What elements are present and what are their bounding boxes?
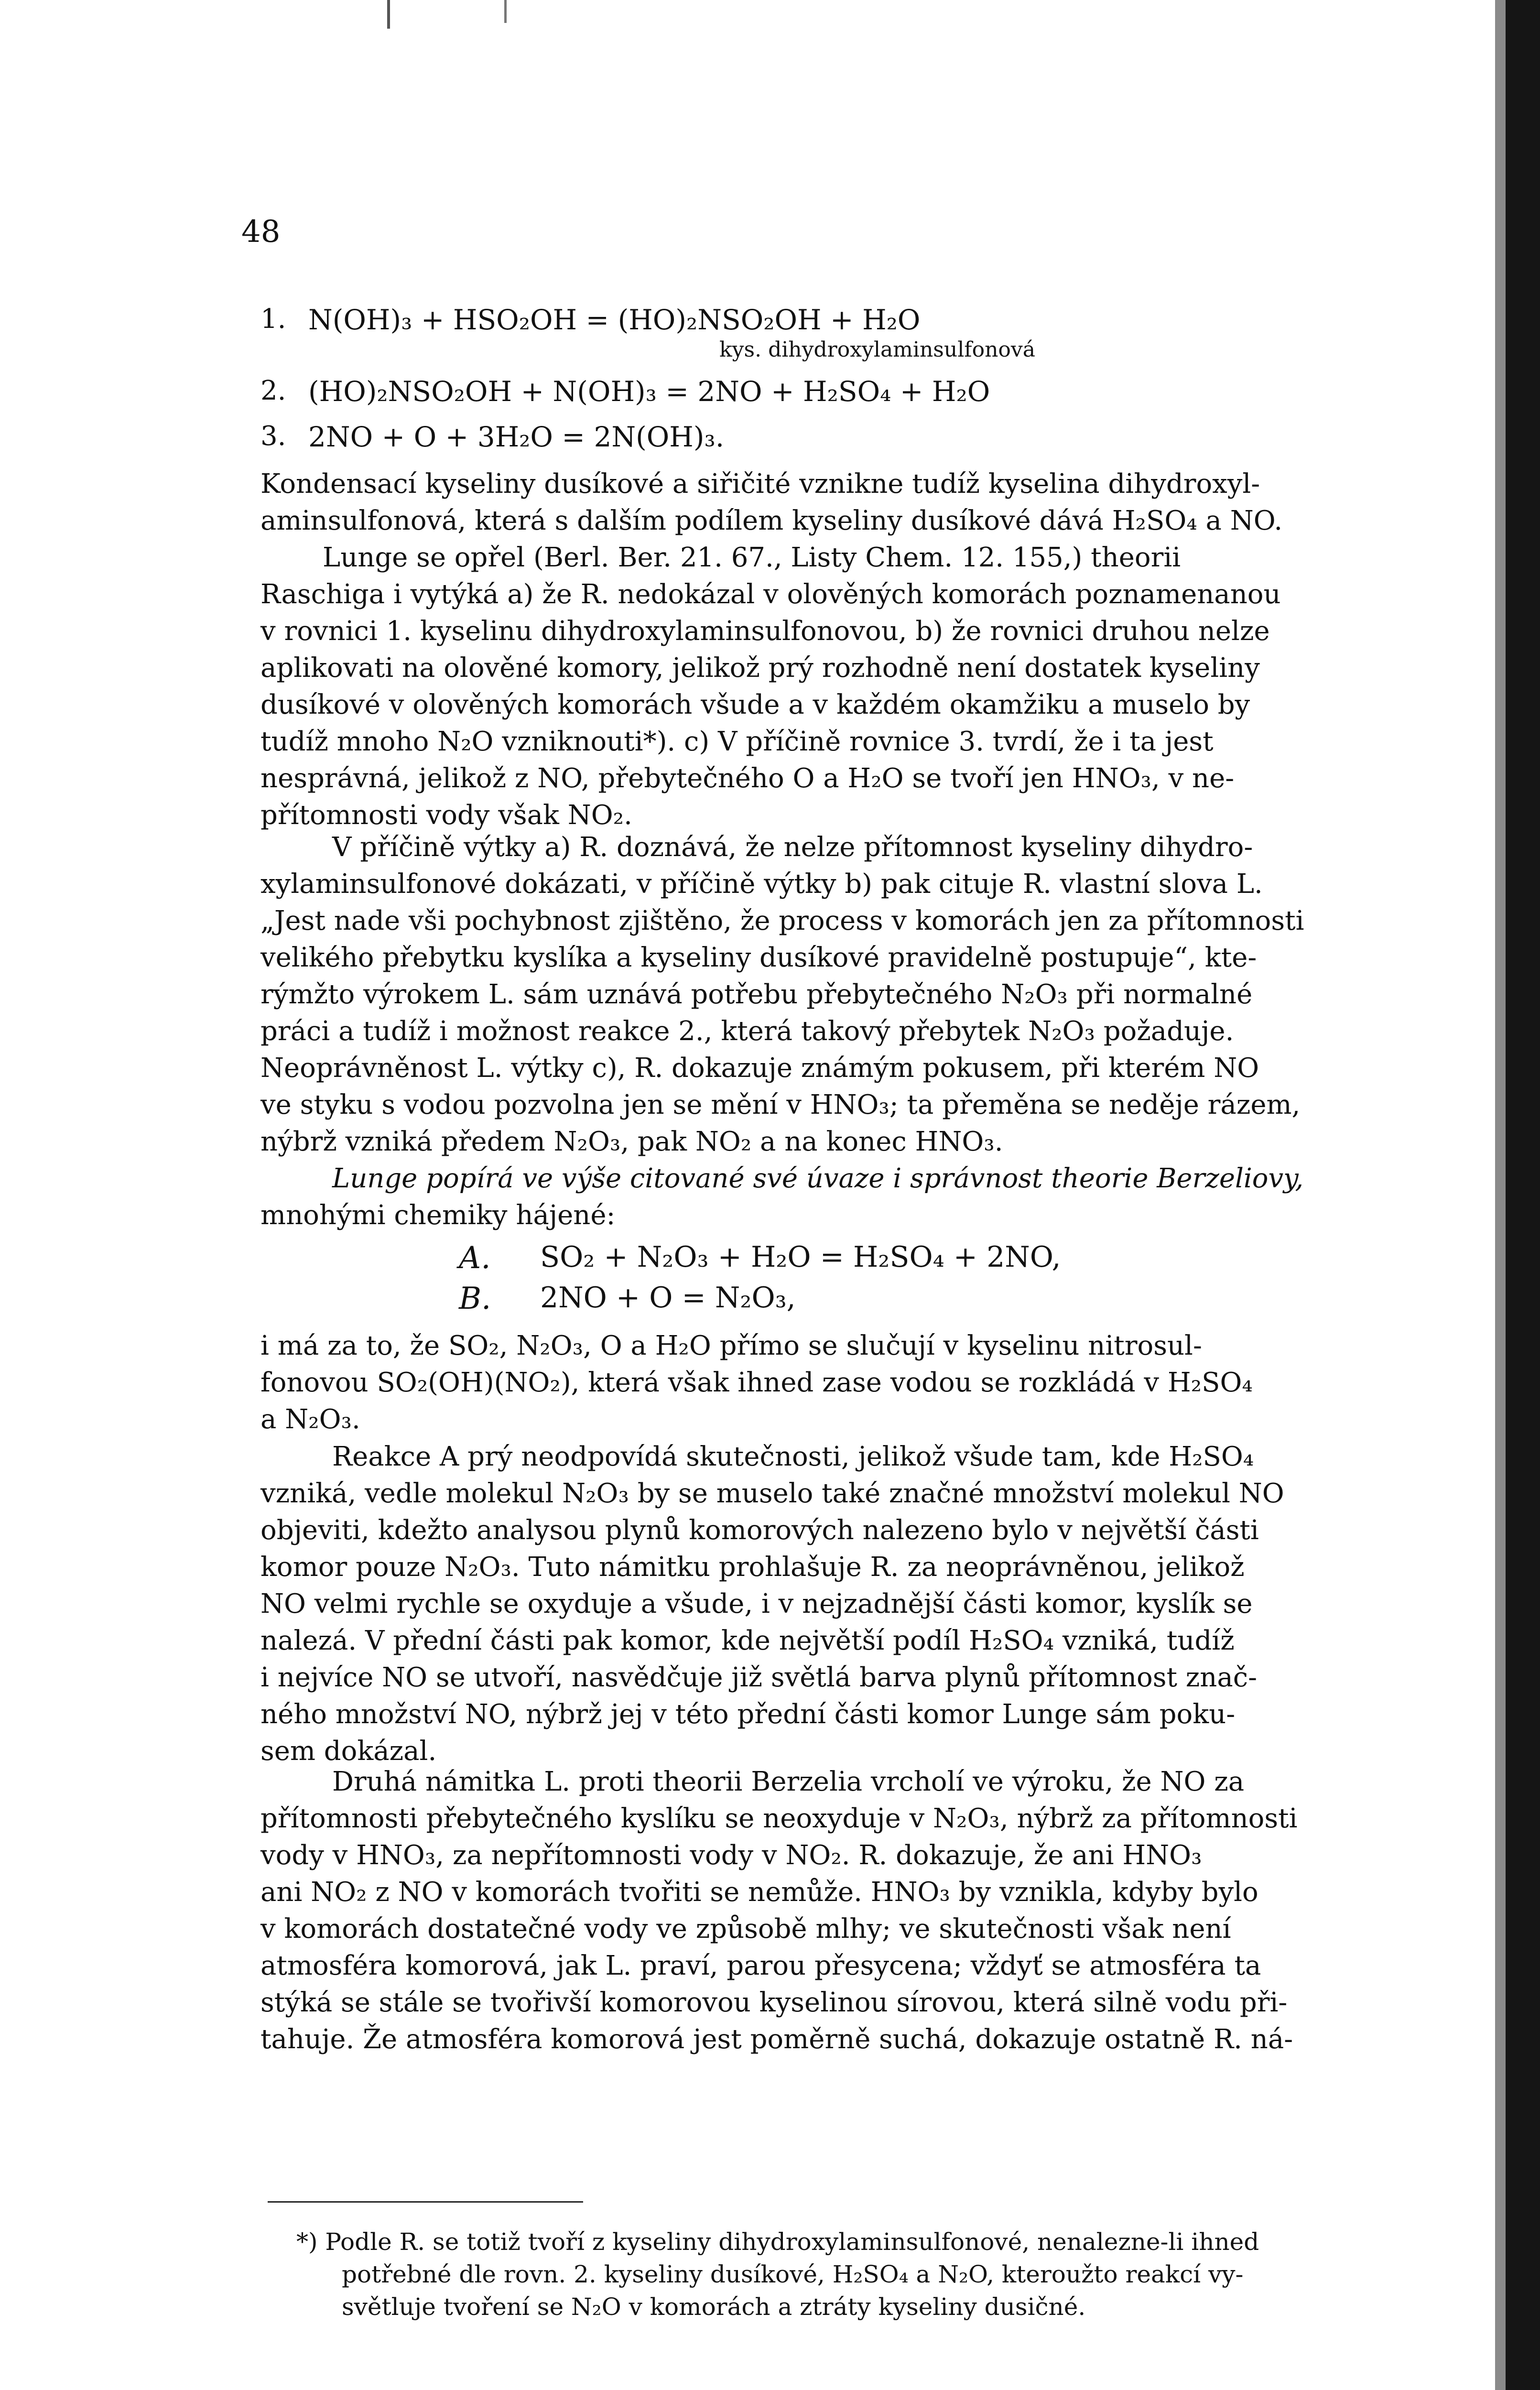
reaction-number: 1.: [260, 304, 286, 335]
text-line: atmosféra komorová, jak L. praví, parou přesycena; vždyť se atmosféra ta: [260, 1950, 1261, 1981]
scan-mark-top: [387, 0, 390, 29]
text-line: Druhá námitka L. proti theorii Berzelia vrcholí ve výroku, že NO za: [332, 1766, 1245, 1797]
text-line: tudíž mnoho N₂O vzniknouti*). c) V příčině rovnice 3. tvrdí, že i ta jest: [260, 726, 1214, 757]
text-line: stýká se stále se tvořivší komorovou kyselinou sírovou, která silně vodu při-: [260, 1987, 1288, 2018]
text-line: Reakce A prý neodpovídá skutečnosti, jelikož všude tam, kde H₂SO₄: [332, 1441, 1254, 1472]
text-line: Neoprávněnost L. výtky c), R. dokazuje známým pokusem, při kterém NO: [260, 1053, 1259, 1084]
reaction-number: 2.: [260, 375, 286, 406]
text-line: ve styku s vodou pozvolna jen se mění v HNO₃; ta přeměna se neděje rázem,: [260, 1089, 1301, 1120]
footnote-line: světluje tvoření se N₂O v komorách a ztráty kyseliny dusičné.: [342, 2293, 1086, 2321]
footnote-rule: [268, 2201, 583, 2203]
text-line: Kondensací kyseliny dusíkové a siřičité vznikne tudíž kyselina dihydroxyl-: [260, 468, 1260, 500]
footnote-line: potřebné dle rovn. 2. kyseliny dusíkové, H₂SO₄ a N₂O, kteroužto reakcí vy-: [342, 2260, 1244, 2288]
paragraph-3: [260, 1165, 1384, 1242]
text-line: vody v HNO₃, za nepřítomnosti vody v NO₂. R. dokazuje, že ani HNO₃: [260, 1840, 1202, 1871]
text-line: objeviti, kdežto analysou plynů komorových nalezeno bylo v největší části: [260, 1515, 1259, 1546]
text-line: přítomnosti přebytečného kyslíku se neoxyduje v N₂O₃, nýbrž za přítomnosti: [260, 1803, 1298, 1834]
text-line: sem dokázal.: [260, 1736, 437, 1767]
paragraph-1: [260, 468, 1384, 844]
text-line: komor pouze N₂O₃. Tuto námitku prohlašuje R. za neoprávněnou, jelikož: [260, 1552, 1245, 1583]
text-line: „Jest nade vši pochybnost zjištěno, že process v komorách jen za přítomnosti: [260, 905, 1304, 936]
paragraph-2: [260, 834, 1384, 1169]
reaction-formula: (HO)₂NSO₂OH + N(OH)₃ = 2NO + H₂SO₄ + H₂O: [308, 375, 990, 408]
page-number: 48: [241, 214, 281, 250]
reaction-note: kys. dihydroxylaminsulfonová: [719, 337, 1035, 362]
text-line: i má za to, že SO₂, N₂O₃, O a H₂O přímo se slučují v kyselinu nitrosul-: [260, 1330, 1202, 1361]
text-line: a N₂O₃.: [260, 1404, 360, 1435]
text-line: aplikovati na olověné komory, jelikož prý rozhodně není dostatek kyseliny: [260, 652, 1260, 684]
text-line: Lunge popírá ve výše citované své úvaze i správnost theorie Berzeliovy,: [332, 1163, 1304, 1194]
scan-edge-right-shade: [1495, 0, 1506, 2390]
text-line: aminsulfonová, která s dalším podílem kyseliny dusíkové dává H₂SO₄ a NO.: [260, 505, 1283, 536]
text-line: rýmžto výrokem L. sám uznává potřebu přebytečného N₂O₃ při normalné: [260, 979, 1253, 1010]
text-line: nalezá. V přední části pak komor, kde největší podíl H₂SO₄ vzniká, tudíž: [260, 1625, 1235, 1656]
footnote-line: *) Podle R. se totiž tvoří z kyseliny dihydroxylaminsulfonové, nenalezne-li ihned: [296, 2228, 1259, 2256]
equation-label: B.: [459, 1281, 491, 1316]
equation-formula: SO₂ + N₂O₃ + H₂O = H₂SO₄ + 2NO,: [540, 1240, 1061, 1274]
text-line: NO velmi rychle se oxyduje a všude, i v nejzadnější části komor, kyslík se: [260, 1588, 1253, 1619]
paragraph-6: [260, 1766, 1384, 2070]
text-line: práci a tudíž i možnost reakce 2., která takový přebytek N₂O₃ požaduje.: [260, 1016, 1234, 1047]
equation-label: A.: [459, 1240, 491, 1276]
equation-formula: 2NO + O = N₂O₃,: [540, 1281, 796, 1314]
text-line: velikého přebytku kyslíka a kyseliny dusíkové pravidelně postupuje“, kte-: [260, 942, 1257, 973]
scan-mark-top-2: [504, 0, 507, 23]
equations: [459, 1240, 1224, 1319]
text-line: nesprávná, jelikož z NO, přebytečného O a H₂O se tvoří jen HNO₃, v ne-: [260, 763, 1235, 794]
text-line: dusíkové v olověných komorách všude a v každém okamžiku a muselo by: [260, 689, 1250, 720]
reaction-formula: 2NO + O + 3H₂O = 2N(OH)₃.: [308, 421, 725, 453]
text-line: xylaminsulfonové dokázati, v příčině výtky b) pak cituje R. vlastní slova L.: [260, 869, 1263, 900]
text-line: přítomnosti vody však NO₂.: [260, 800, 632, 831]
text-line: v komorách dostatečné vody ve způsobě mlhy; ve skutečnosti však není: [260, 1913, 1231, 1945]
paragraph-5: [260, 1441, 1384, 1778]
reaction-formula: N(OH)₃ + HSO₂OH = (HO)₂NSO₂OH + H₂O: [308, 304, 921, 336]
text-line: tahuje. Že atmosféra komorová jest poměrně suchá, dokazuje ostatně R. ná-: [260, 2024, 1293, 2055]
text-line: ného množství NO, nýbrž jej v této přední části komor Lunge sám poku-: [260, 1699, 1236, 1730]
text-line: nýbrž vzniká předem N₂O₃, pak NO₂ a na konec HNO₃.: [260, 1126, 1003, 1157]
text-line: vzniká, vedle molekul N₂O₃ by se muselo také značné množství molekul NO: [260, 1478, 1284, 1509]
text-line: v rovnici 1. kyselinu dihydroxylaminsulfonovou, b) že rovnici druhou nelze: [260, 616, 1270, 647]
reaction-number: 3.: [260, 421, 286, 452]
scan-edge-right: [1506, 0, 1540, 2390]
text-line: ani NO₂ z NO v komorách tvořiti se nemůže. HNO₃ by vznikla, kdyby bylo: [260, 1877, 1258, 1908]
text-line: i nejvíce NO se utvoří, nasvědčuje již světlá barva plynů přítomnost znač-: [260, 1662, 1258, 1693]
text-line: mnohými chemiky hájené:: [260, 1200, 616, 1231]
reaction-list: [260, 306, 1408, 454]
text-line: fonovou SO₂(OH)(NO₂), která však ihned zase vodou se rozkládá v H₂SO₄: [260, 1367, 1253, 1398]
text-line: Raschiga i vytýká a) že R. nedokázal v olověných komorách poznamenanou: [260, 579, 1281, 610]
text-line: V příčině výtky a) R. doznává, že nelze přítomnost kyseliny dihydro-: [332, 832, 1253, 863]
footnote: [296, 2230, 1372, 2340]
paragraph-4: [260, 1330, 1384, 1443]
text-line: Lunge se opřel (Berl. Ber. 21. 67., Listy Chem. 12. 155,) theorii: [323, 542, 1181, 573]
